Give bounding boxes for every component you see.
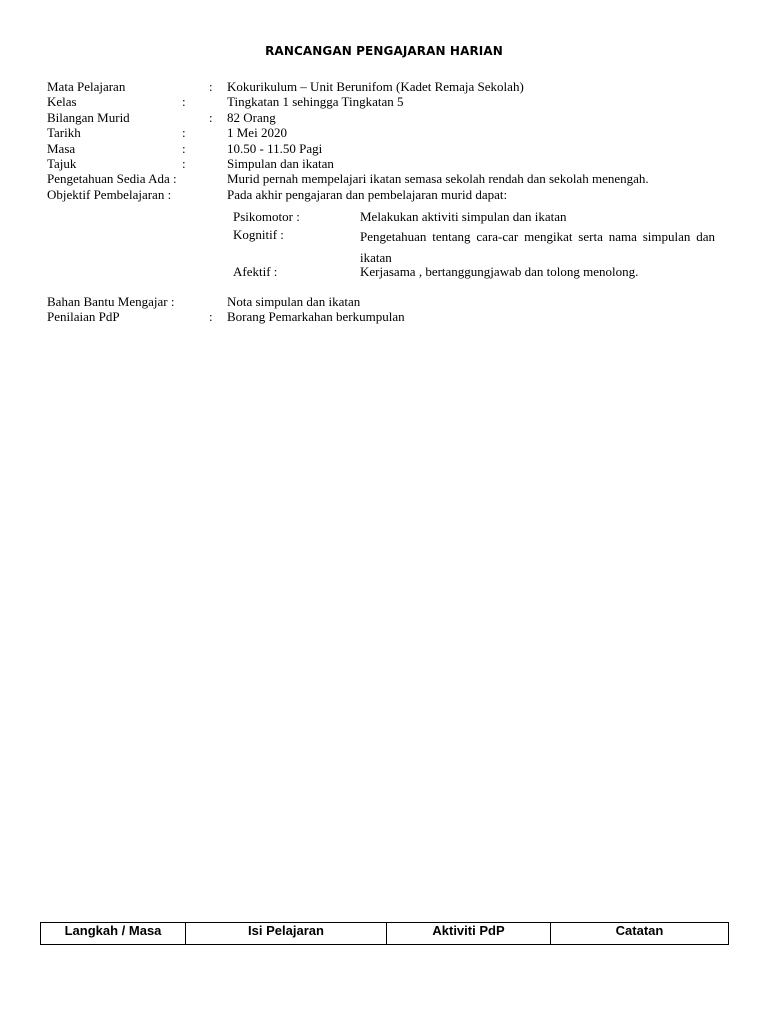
field-value: Nota simpulan dan ikatan [227, 294, 361, 309]
field-value: Tingkatan 1 sehingga Tingkatan 5 [227, 94, 404, 110]
table-header-cell: Catatan [551, 923, 729, 945]
page-title: RANCANGAN PENGAJARAN HARIAN [265, 44, 503, 58]
field-label: Tajuk [47, 155, 77, 171]
field-label: Tarikh [47, 125, 81, 141]
field-colon: : [182, 125, 186, 141]
objectives-list [233, 209, 723, 281]
field-value: 1 Mei 2020 [227, 125, 287, 141]
field-label: Penilaian PdP [47, 309, 120, 325]
field-tarikh [47, 125, 747, 140]
objective-value: Melakukan aktiviti simpulan dan ikatan [360, 209, 567, 224]
field-pengetahuan-sedia-ada [47, 171, 747, 186]
objective-kognitif [233, 226, 723, 264]
field-label: Bilangan Murid [47, 109, 130, 125]
field-colon: : [209, 109, 213, 125]
field-masa [47, 141, 747, 156]
field-mata-pelajaran [47, 79, 747, 94]
field-value: 10.50 - 11.50 Pagi [227, 140, 323, 156]
objective-label: Afektif : [233, 264, 278, 279]
field-label: Mata Pelajaran [47, 79, 126, 94]
objective-label: Kognitif : [233, 227, 284, 242]
field-label: Pengetahuan Sedia Ada : [47, 171, 177, 187]
field-label: Objektif Pembelajaran : [47, 186, 172, 202]
field-value: 82 Orang [227, 109, 276, 125]
table-header-cell: Isi Pelajaran [186, 923, 387, 945]
objective-label: Psikomotor : [233, 209, 300, 224]
field-tajuk [47, 156, 747, 171]
objective-value: Pengetahuan tentang cara-car mengikat serta nama simpulan dan ikatan [360, 229, 715, 265]
field-label: Masa [47, 140, 76, 156]
lesson-details-extra [47, 294, 747, 325]
field-value: Murid pernah mempelajari ikatan semasa sekolah rendah dan sekolah menengah. [227, 171, 649, 187]
field-colon: : [182, 94, 186, 110]
field-value: Borang Pemarkahan berkumpulan [227, 309, 405, 325]
field-bilangan-murid [47, 110, 747, 125]
field-penilaian-pdp [47, 309, 747, 324]
field-label: Kelas [47, 94, 77, 110]
field-colon: : [182, 140, 186, 156]
field-value: Pada akhir pengajaran dan pembelajaran murid dapat: [227, 186, 508, 202]
field-bahan-bantu-mengajar [47, 294, 747, 309]
field-kelas [47, 94, 747, 109]
lesson-details [47, 79, 747, 202]
objective-value: Kerjasama , bertanggungjawab dan tolong menolong. [360, 264, 639, 279]
objective-psikomotor [233, 209, 723, 226]
field-colon: : [209, 309, 213, 325]
field-colon: : [209, 79, 213, 94]
field-colon: : [182, 155, 186, 171]
field-objektif-pembelajaran [47, 187, 747, 202]
table-header-cell: Langkah / Masa [41, 923, 186, 945]
table-header-row [41, 923, 729, 945]
table-header-cell: Aktiviti PdP [387, 923, 551, 945]
objective-afektif [233, 264, 723, 281]
field-label: Bahan Bantu Mengajar : [47, 294, 175, 309]
field-value: Simpulan dan ikatan [227, 155, 334, 171]
field-value: Kokurikulum – Unit Berunifom (Kadet Remaja Sekolah) [227, 79, 524, 94]
lesson-steps-table [40, 922, 729, 945]
